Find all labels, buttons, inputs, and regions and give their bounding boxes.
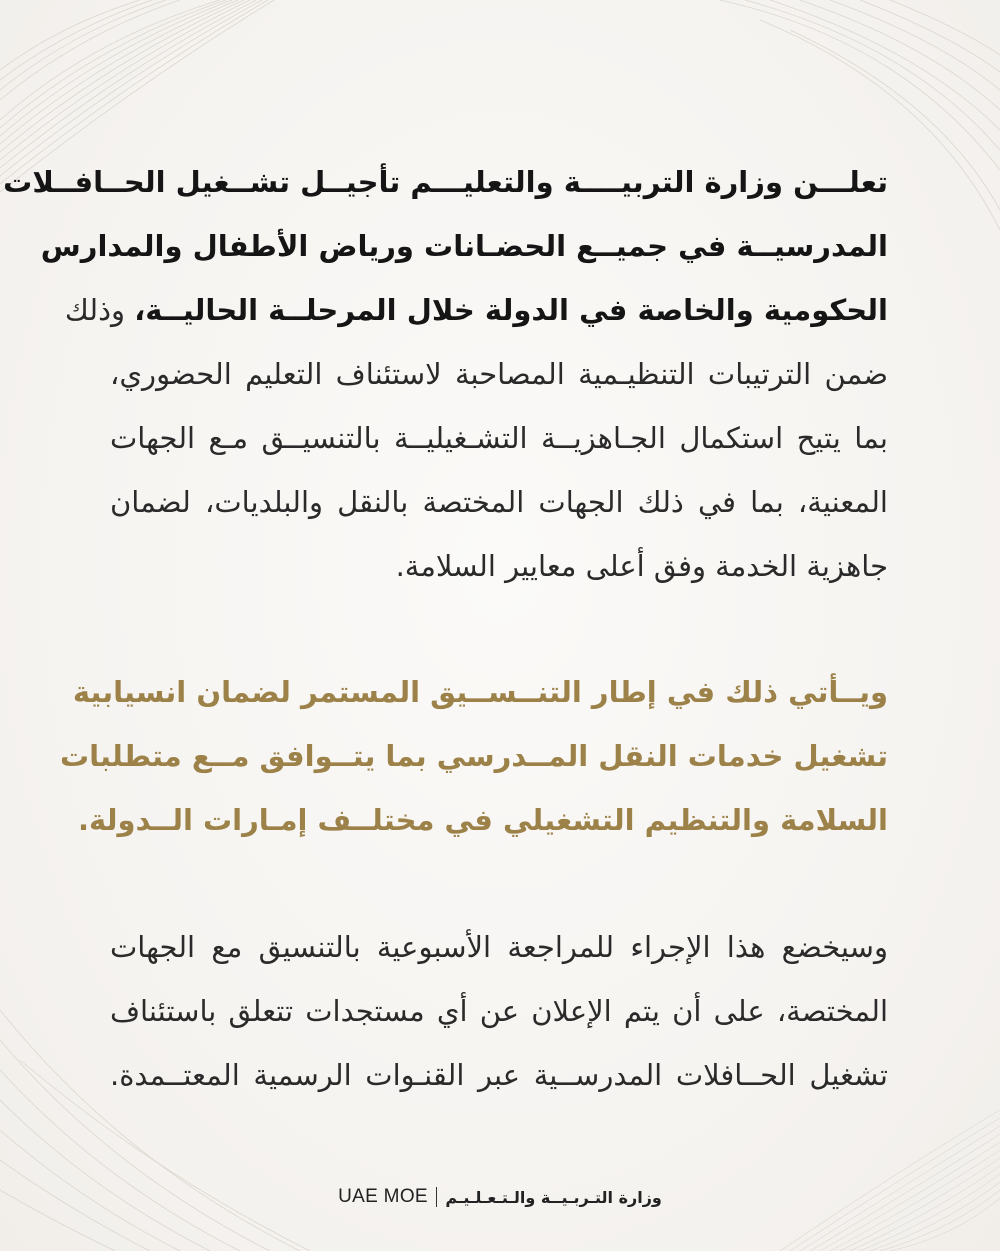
footer-divider	[436, 1187, 438, 1207]
announcement-line	[110, 470, 888, 534]
footer-english-name: UAE MOE	[338, 1186, 428, 1207]
announcement-line	[110, 534, 888, 598]
announcement-line	[40, 214, 888, 278]
highlight-line: تشغيل خدمات النقل المــدرسي بما يتــوافق مــع متطلبات	[60, 739, 888, 773]
normal-text: وذلك	[64, 293, 135, 327]
announcement-line	[64, 278, 888, 342]
review-line: وسيخضع هذا الإجراء للمراجعة الأسبوعية بالتنسيق مع الجهات	[110, 930, 888, 964]
announcement-line	[3, 150, 888, 214]
normal-text: المعنية، بما في ذلك الجهات المختصة بالنقل والبلديات، لضمان	[110, 485, 888, 519]
bold-text: تعلـــن وزارة التربيــــة والتعليـــم تأجيــل تشــغيل الحــافــلات	[3, 165, 888, 199]
review-line: المختصة، على أن يتم الإعلان عن أي مستجدات تتعلق باستئناف	[110, 994, 888, 1028]
bold-text: الحكومية والخاصة في الدولة خلال المرحلــة الحاليــة،	[134, 293, 888, 327]
footer-arabic-name: وزارة التـربـيــة والـتـعـلـيـم	[445, 1187, 662, 1207]
announcement-line	[110, 342, 888, 406]
normal-text: جاهزية الخدمة وفق أعلى معايير السلامة.	[395, 549, 888, 583]
bold-text: المدرسيــة في جميــع الحضـانات ورياض الأطفال والمدارس	[40, 229, 888, 263]
highlight-line: ويــأتي ذلك في إطار التنــســيق المستمر لضمان انسيابية	[72, 675, 888, 709]
announcement-line	[110, 406, 888, 470]
review-line: تشغيل الحــافلات المدرســية عبر القنـوات الرسمية المعتــمدة.	[110, 1058, 888, 1092]
normal-text: بما يتيح استكمال الجـاهزيــة التشـغيليــة بالتنسيــق مـع الجهات	[110, 421, 888, 455]
paragraph-highlight	[60, 660, 888, 852]
paragraph-announcement	[3, 150, 888, 598]
normal-text: ضمن الترتيبات التنظيـمية المصاحبة لاستئناف التعليم الحضوري،	[110, 357, 888, 391]
footer-signature	[0, 1186, 1000, 1208]
paragraph-review	[110, 915, 888, 1107]
highlight-line: السلامة والتنظيم التشغيلي في مختلــف إمـارات الــدولة.	[77, 803, 888, 837]
